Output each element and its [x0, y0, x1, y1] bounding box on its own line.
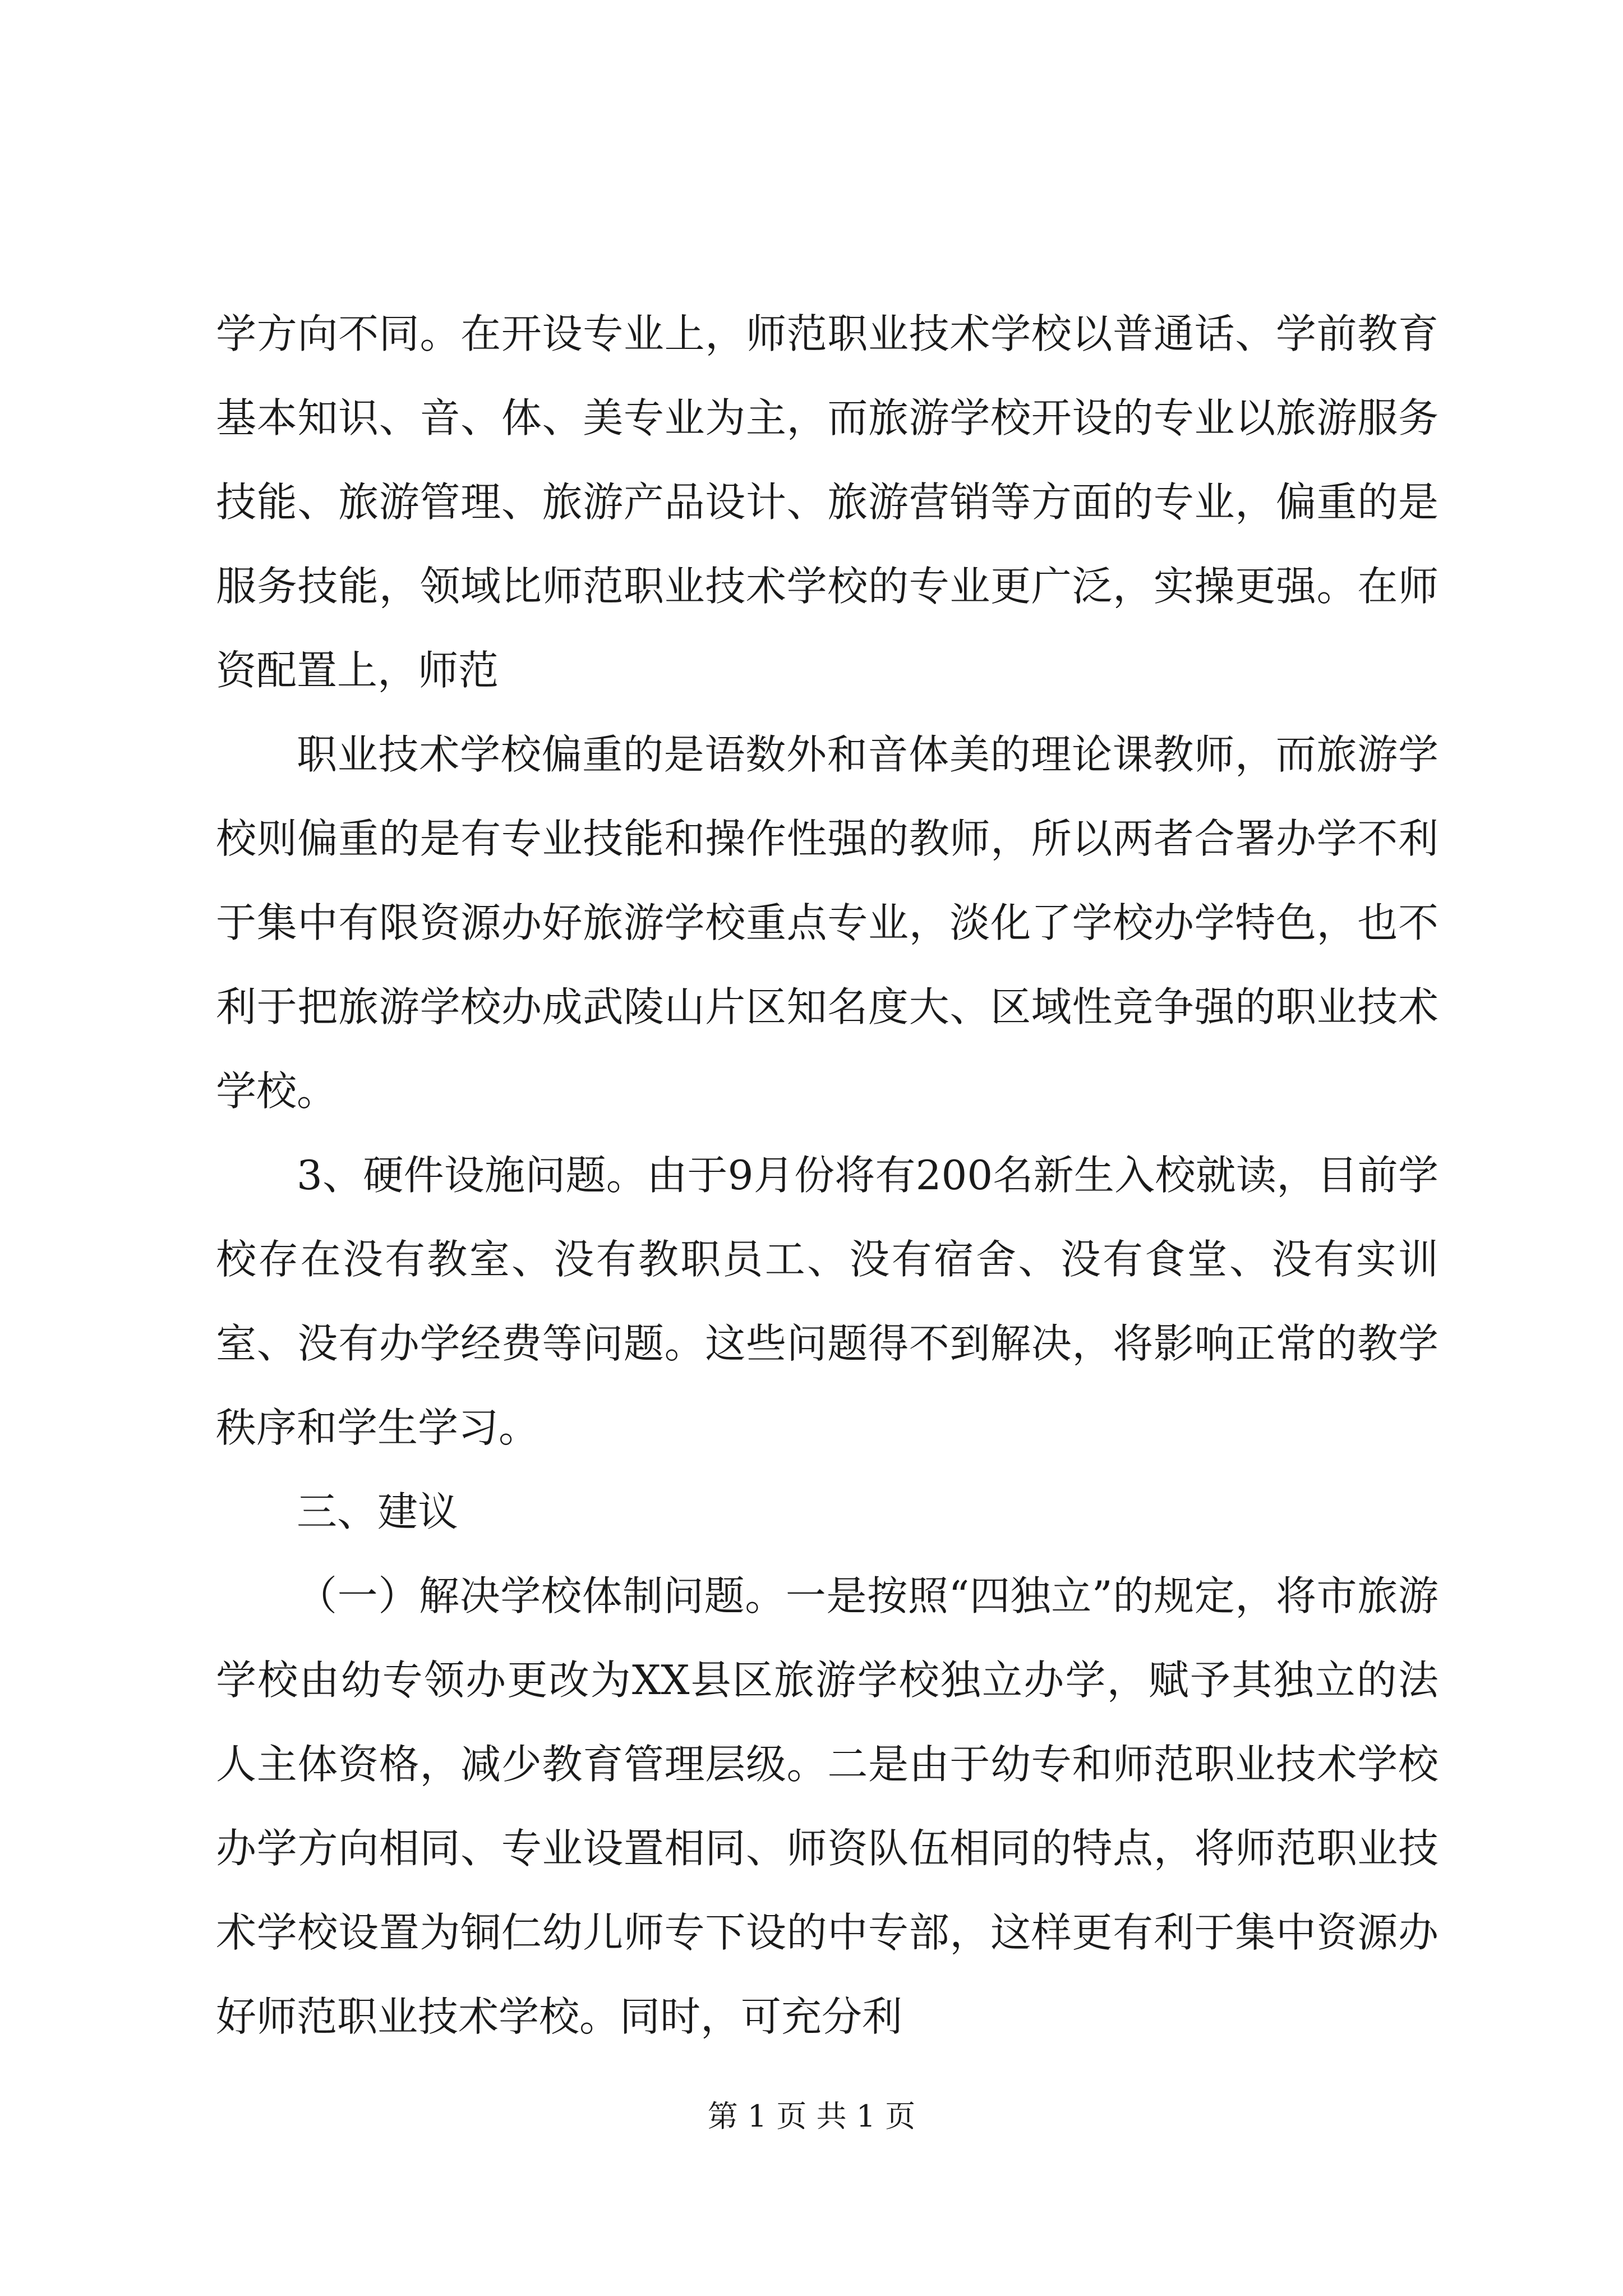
- paragraph-system-issue: （一）解决学校体制问题。一是按照“四独立”的规定，将市旅游学校由幼专领办更改为XX县区旅游学校独立办学，赋予其独立的法人主体资格，减少教育管理层级。二是由于幼专和师范职业技术学校办学方向相同、专业设置相同、师资队伍相同的特点，将师范职业技术学校设置为铜仁幼儿师专下设的中专部，这样更有利于集中资源办好师范职业技术学校。同时，可充分利: [216, 1572, 1438, 2040]
- page-footer: 第 1 页 共 1 页: [707, 2099, 916, 2134]
- section-heading-suggestions: 三、建议: [297, 1488, 459, 1535]
- document-body: [216, 292, 1438, 2059]
- paragraph-faculty: 职业技术学校偏重的是语数外和音体美的理论课教师，而旅游学校则偏重的是有专业技能和操作性强的教师，所以两者合署办学不利于集中有限资源办好旅游学校重点专业，淡化了学校办学特色，也不利于把旅游学校办成武陵山片区知名度大、区域性竞争强的职业技术学校。: [216, 731, 1438, 1115]
- paragraph-hardware: 3、硬件设施问题。由于9月份将有200名新生入校就读，目前学校存在没有教室、没有教职员工、没有宿舍、没有食堂、没有实训室、没有办学经费等问题。这些问题得不到解决，将影响正常的教学秩序和学生学习。: [216, 1152, 1438, 1451]
- paragraph-continuation: 学方向不同。在开设专业上，师范职业技术学校以普通话、学前教育基本知识、音、体、美专业为主，而旅游学校开设的专业以旅游服务技能、旅游管理、旅游产品设计、旅游营销等方面的专业，偏重的是服务技能，领域比师范职业技术学校的专业更广泛，实操更强。在师资配置上，师范: [216, 310, 1438, 694]
